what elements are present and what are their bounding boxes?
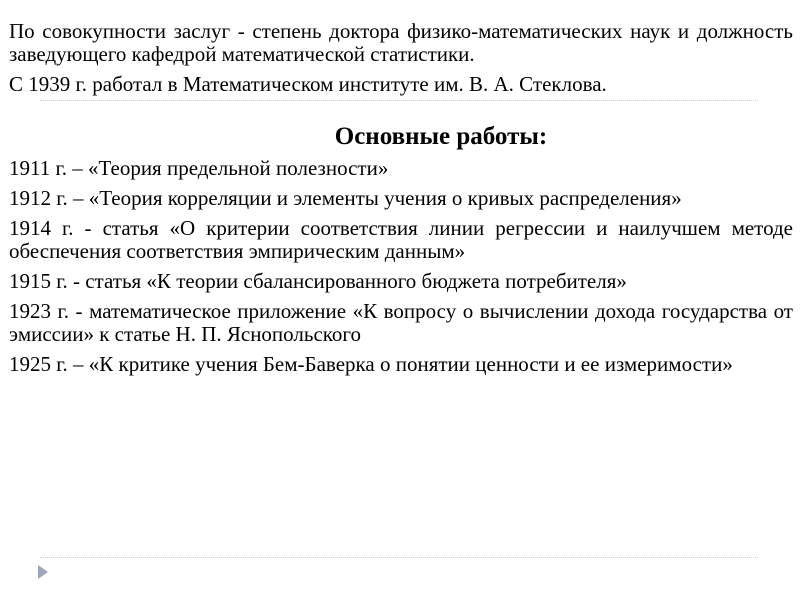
- next-slide-arrow-icon[interactable]: [38, 565, 48, 579]
- slide-content: [9, 20, 793, 383]
- intro-paragraph-2: С 1939 г. работал в Математическом институте им. В. А. Стеклова.: [9, 72, 607, 96]
- bottom-divider: [40, 557, 758, 558]
- section-heading: Основные работы:: [334, 123, 548, 150]
- list-item: 1911 г. – «Теория предельной полезности»: [9, 156, 389, 180]
- list-item: 1923 г. - математическое приложение «К вопросу о вычислении дохода государства от эмиссии» к статье Н. П. Яснопольского: [9, 299, 793, 346]
- spacer: [9, 103, 793, 123]
- works-list: [9, 157, 793, 376]
- list-item: 1912 г. – «Теория корреляции и элементы учения о кривых распределения»: [9, 186, 682, 210]
- list-item: 1915 г. - статья «К теории сбалансированного бюджета потребителя»: [9, 269, 627, 293]
- list-item: 1925 г. – «К критике учения Бем-Баверка о понятии ценности и ее измеримости»: [9, 352, 733, 376]
- intro-paragraph-1: По совокупности заслуг - степень доктора физико-математических наук и должность заведующего кафедрой математической статистики.: [9, 19, 793, 66]
- list-item: 1914 г. - статья «О критерии соответствия линии регрессии и наилучшем методе обеспечения соответствия эмпирическим данным»: [9, 216, 793, 263]
